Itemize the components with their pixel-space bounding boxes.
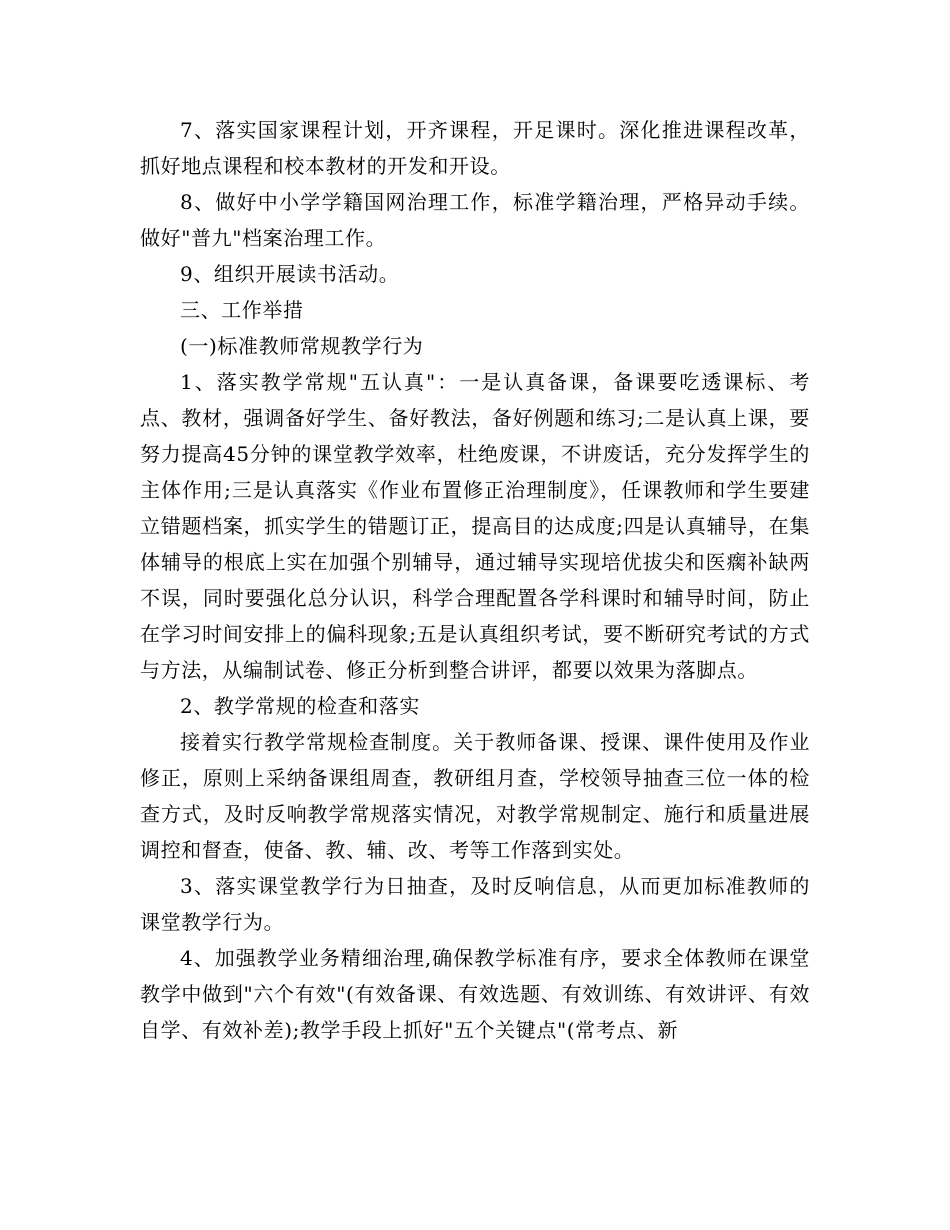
paragraph-heading-inspection: 2、教学常规的检查和落实 (180, 694, 420, 718)
paragraph-item-9: 9、组织开展读书活动。 (180, 262, 400, 286)
section-heading-work-measures: 三、工作举措 (180, 298, 304, 322)
paragraph-inspection-system: 接着实行教学常规检查制度。关于教师备课、授课、课件使用及作业修正，原则上采纳备课组周查，教研组月查，学校领导抽查三位一体的检查方式，及时反响教学常规落实情况，对教学常规制定、施行和质量进展调控和督查，使备、教、辅、改、考等工作落到实处。 (140, 730, 810, 862)
paragraph-item-7: 7、落实国家课程计划，开齐课程，开足课时。深化推进课程改革，抓好地点课程和校本教材的开发和开设。 (140, 118, 810, 178)
paragraph-fine-management: 4、加强教学业务精细治理,确保教学标准有序，要求全体教师在课堂教学中做到"六个有效"(有效备课、有效选题、有效训练、有效讲评、有效自学、有效补差);教学手段上抓好"五个关键点"(常考点、新 (140, 946, 810, 1042)
subsection-heading-teacher-conduct: (一)标准教师常规教学行为 (180, 334, 424, 358)
paragraph-daily-check: 3、落实课堂教学行为日抽查，及时反响信息，从而更加标准教师的课堂教学行为。 (140, 874, 810, 934)
paragraph-item-8: 8、做好中小学学籍国网治理工作，标准学籍治理，严格异动手续。做好"普九"档案治理工作。 (140, 190, 810, 250)
document-body (140, 112, 810, 1048)
paragraph-five-diligences: 1、落实教学常规"五认真"：一是认真备课，备课要吃透课标、考点、教材，强调备好学生、备好教法，备好例题和练习;二是认真上课，要努力提高45分钟的课堂教学效率，杜绝废课，不讲废话，充分发挥学生的主体作用;三是认真落实《作业布置修正治理制度》，任课教师和学生要建立错题档案，抓实学生的错题订正，提高目的达成度;四是认真辅导，在集体辅导的根底上实在加强个别辅导，通过辅导实现培优拔尖和医瘸补缺两不误，同时要强化总分认识，科学合理配置各学科课时和辅导时间，防止在学习时间安排上的偏科现象;五是认真组织考试，要不断研究考试的方式与方法，从编制试卷、修正分析到整合讲评，都要以效果为落脚点。 (140, 370, 810, 682)
